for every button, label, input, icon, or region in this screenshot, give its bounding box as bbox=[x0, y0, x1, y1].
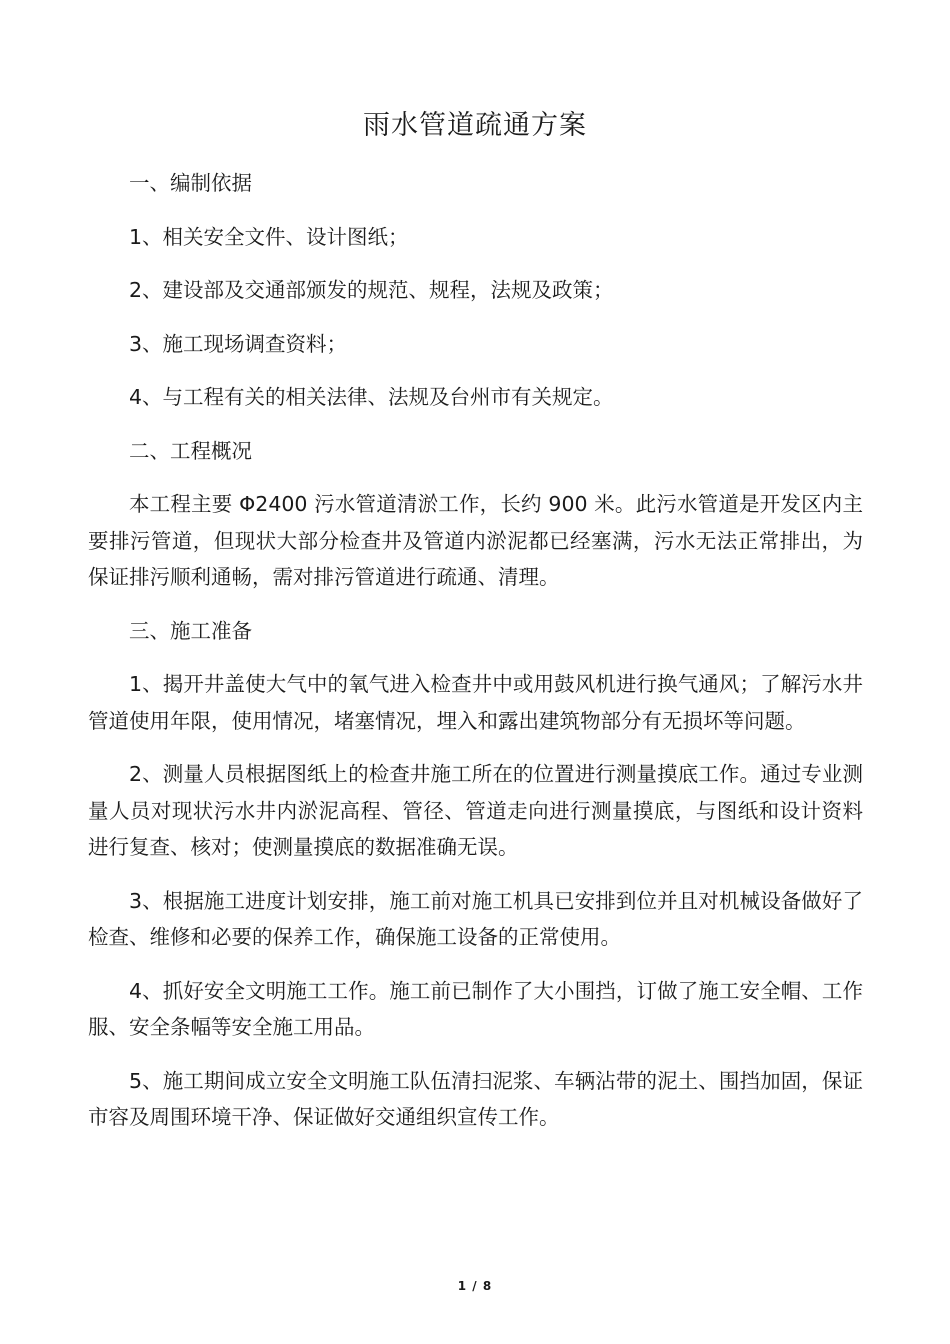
page-indicator: 1 / 8 bbox=[457, 1279, 493, 1293]
document-title: 雨水管道疏通方案 bbox=[363, 110, 587, 141]
paragraph: 2、测量人员根据图纸上的检查井施工所在的位置进行测量摸底工作。通过专业测量人员对现状污水井内淤泥高程、管径、管道走向进行测量摸底，与图纸和设计资料进行复查、核对；使测量摸底的数据准确无误。 bbox=[88, 762, 863, 859]
section-heading-preparation: 三、施工准备 bbox=[129, 618, 252, 643]
paragraph: 3、根据施工进度计划安排，施工前对施工机具已安排到位并且对机械设备做好了检查、维修和必要的保养工作，确保施工设备的正常使用。 bbox=[88, 888, 863, 949]
paragraph: 3、施工现场调查资料； bbox=[129, 331, 348, 356]
paragraph: 本工程主要 Φ2400 污水管道清淤工作，长约 900 米。此污水管道是开发区内主要排污管道，但现状大部分检查井及管道内淤泥都已经塞满，污水无法正常排出，为保证排污顺利通畅，需对排污管道进行疏通、清理。 bbox=[88, 492, 863, 589]
paragraph: 4、与工程有关的相关法律、法规及台州市有关规定。 bbox=[129, 385, 614, 409]
document-body bbox=[88, 165, 863, 1153]
section-heading-overview: 二、工程概况 bbox=[129, 438, 252, 463]
paragraph: 1、相关安全文件、设计图纸； bbox=[129, 224, 409, 249]
paragraph: 5、施工期间成立安全文明施工队伍清扫泥浆、车辆沾带的泥土、围挡加固，保证市容及周围环境干净、保证做好交通组织宣传工作。 bbox=[88, 1068, 863, 1129]
paragraph: 4、抓好安全文明施工工作。施工前已制作了大小围挡，订做了施工安全帽、工作服、安全条幅等安全施工用品。 bbox=[88, 978, 863, 1039]
paragraph: 1、揭开井盖使大气中的氧气进入检查井中或用鼓风机进行换气通风；了解污水井管道使用年限，使用情况，堵塞情况，埋入和露出建筑物部分有无损坏等问题。 bbox=[88, 672, 863, 733]
section-heading-basis: 一、编制依据 bbox=[129, 171, 252, 195]
paragraph: 2、建设部及交通部颁发的规范、规程，法规及政策； bbox=[129, 278, 614, 302]
